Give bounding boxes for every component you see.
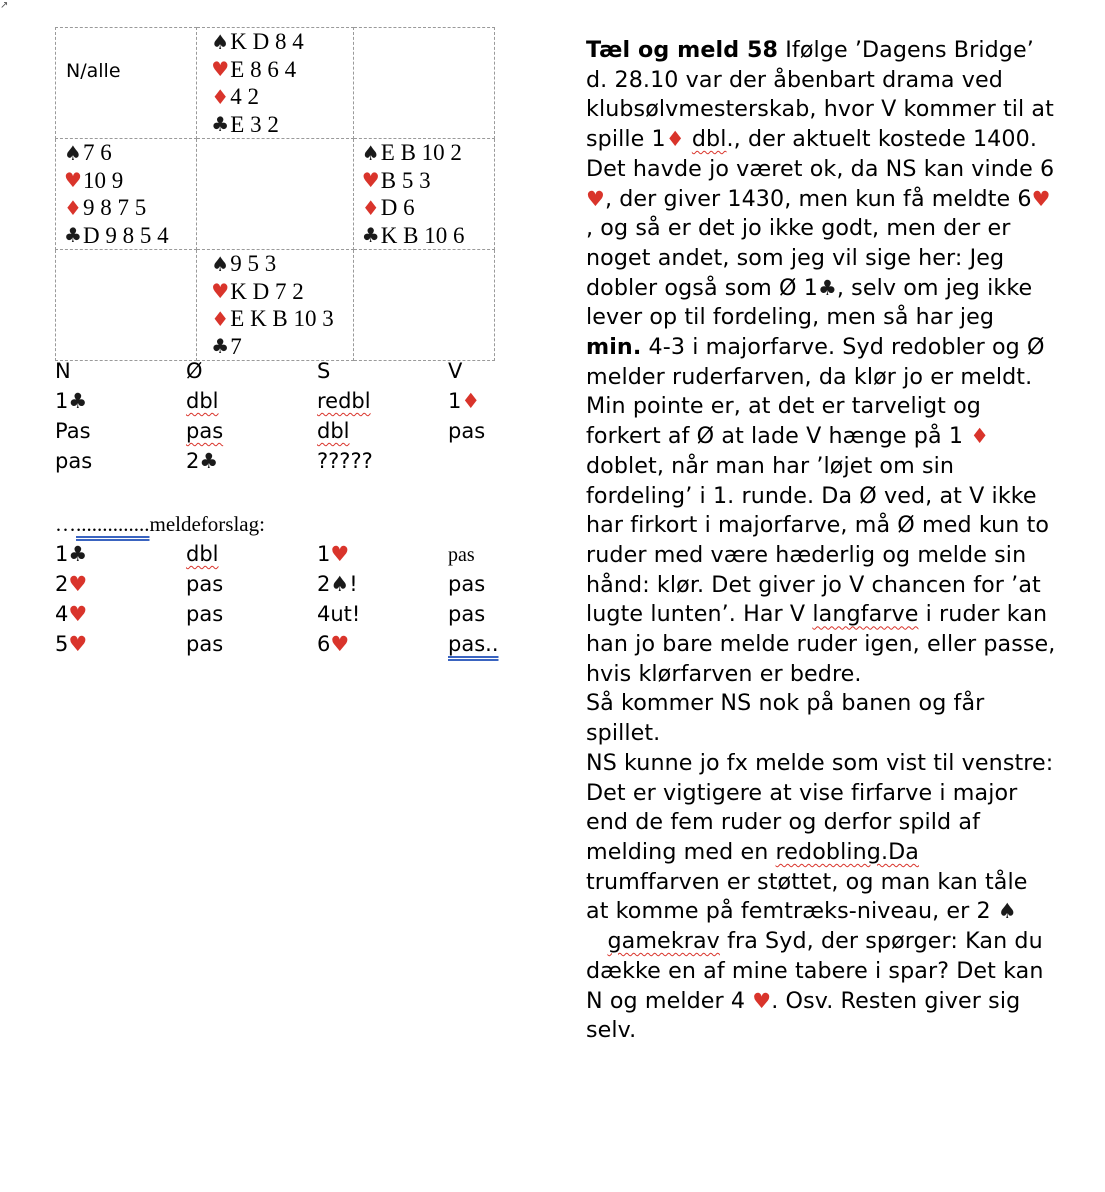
text: . Osv. Resten giver sig selv. <box>586 987 1021 1044</box>
diamond-icon: ♦ <box>665 127 685 152</box>
proposal-row <box>55 539 528 569</box>
spellcheck-word[interactable]: gamekrav <box>607 928 720 955</box>
west-clubs <box>63 222 196 250</box>
proposal-row <box>55 569 528 599</box>
text: ., der aktuelt kostede 1400. Det havde jo været ok, da NS kan vinde 6 <box>586 126 1055 182</box>
spellcheck-word[interactable]: dbl <box>691 126 727 153</box>
heart-icon: ♥ <box>330 542 350 566</box>
heart-icon: ♥ <box>68 632 88 656</box>
auction-bid <box>186 389 317 413</box>
proposal-row <box>55 599 528 629</box>
proposal-title <box>55 512 265 537</box>
diamond-icon: ♦ <box>64 195 82 220</box>
south-diamonds <box>210 305 353 333</box>
corner-resize-icon: ↗ <box>0 0 9 11</box>
proposal-bid <box>186 542 317 566</box>
text: , og så er det jo ikke godt, men der er noget andet, som jeg vil sige her: Jeg dobler også som Ø 1 <box>586 215 1011 301</box>
cards: B 5 3 <box>380 167 431 193</box>
auction-header-row <box>55 356 528 386</box>
bid-text: 5 <box>55 632 69 656</box>
proposal-bid <box>448 542 528 567</box>
text: 4-3 i majorfarve. Syd redobler og Ø melder ruderfarven, da klør jo er meldt. Min pointe er, at det er tarveligt og forkert af Ø at lade V hænge på 1 <box>586 334 1045 450</box>
bid-text: pas <box>186 632 224 656</box>
east-spades <box>361 139 494 167</box>
east-clubs <box>361 222 494 250</box>
south-hand <box>197 250 353 360</box>
cards: E 8 6 4 <box>230 56 297 82</box>
south-hearts <box>210 278 353 306</box>
west-hand <box>56 139 196 249</box>
bid-text: 2 <box>55 572 69 596</box>
cards: 9 5 3 <box>230 251 277 276</box>
proposal-bid <box>186 632 317 656</box>
deal-info-cell <box>56 28 197 139</box>
auction-row <box>55 446 528 476</box>
east-hand-cell <box>353 139 494 250</box>
north-hand <box>197 28 353 138</box>
auction-bid <box>186 449 317 473</box>
bid-text: pas <box>448 543 475 566</box>
south-spades <box>210 250 353 278</box>
text: i ruder kan han jo bare melde ruder igen, eller passe, hvis klørfarven er bedre. <box>586 601 1056 687</box>
bid-text[interactable]: redbl <box>317 389 371 413</box>
bid-text: Pas <box>55 419 91 443</box>
text: doblet, når man har ’løjet om sin fordeling’ i 1. runde. Da Ø ved, at V ikke har firkort i majorfarve, må Ø med kun to ruder med være hæderlig og melde sin hånd: klør. Det giver jo V chancen for ’at lugte lunten’. Har V <box>586 452 1050 628</box>
bid-text: pas <box>448 572 486 596</box>
heart-icon: ♥ <box>211 57 230 82</box>
heart-icon: ♥ <box>64 168 82 193</box>
north-hand-cell <box>197 28 354 139</box>
cards: 9 8 7 5 <box>83 195 147 220</box>
bid-text: pas <box>448 602 486 626</box>
proposal-row <box>55 629 528 659</box>
diamond-icon: ♦ <box>461 389 481 413</box>
bid-text: 4ut! <box>317 602 361 626</box>
west-diamonds <box>63 194 196 222</box>
heart-icon: ♥ <box>211 279 230 304</box>
club-icon: ♣ <box>817 275 837 300</box>
auction-bid <box>317 419 448 443</box>
bid-suffix: ! <box>349 572 358 596</box>
proposal-bid <box>317 602 448 626</box>
proposal-title-text: meldeforslag: <box>149 512 265 536</box>
empty-cell <box>56 250 197 361</box>
spade-icon: ♠ <box>211 29 230 54</box>
text: Ifølge ’Dagens Bridge’ d. 28.10 var der åbenbart drama ved klubsølvmesterskab, hvor V kommer til at spille 1 <box>586 37 1054 153</box>
proposal-bid <box>448 572 528 596</box>
cards: D 6 <box>380 195 415 220</box>
text: , der giver 1430, men kun få meldte 6 <box>604 185 1032 212</box>
dealer-vulnerability: N/alle <box>66 60 121 82</box>
header-east: Ø <box>186 359 203 383</box>
spellcheck-word[interactable]: redobling.Da <box>775 838 919 865</box>
spellcheck-word[interactable]: langfarve <box>812 601 919 628</box>
club-icon: ♣ <box>199 449 219 473</box>
proposal-dots: … <box>55 512 76 536</box>
heart-icon: ♥ <box>361 168 380 193</box>
spade-icon: ♠ <box>997 899 1017 924</box>
proposal-bid <box>186 572 317 596</box>
auction-bid <box>317 389 448 413</box>
club-icon: ♣ <box>68 542 88 566</box>
diamond-icon: ♦ <box>361 195 380 220</box>
south-hand-cell <box>197 250 354 361</box>
cards: K D 7 2 <box>230 278 304 304</box>
text: NS kunne jo fx melde som vist til venstre: Det er vigtigere at vise firfarve i major end de fem ruder og derfor spild af melding med en <box>586 749 1054 865</box>
table-center-cell <box>197 139 354 250</box>
west-hand-cell <box>56 139 197 250</box>
bid-text: pas <box>448 419 486 443</box>
cards: 7 6 <box>83 140 112 165</box>
club-icon: ♣ <box>68 389 88 413</box>
cards: 10 9 <box>83 167 124 193</box>
cards: E B 10 2 <box>380 140 462 165</box>
proposal-bid <box>317 572 448 596</box>
heart-icon: ♥ <box>68 572 88 596</box>
heart-icon: ♥ <box>586 186 605 211</box>
empty-cell <box>353 250 494 361</box>
bid-text: 1 <box>55 389 69 413</box>
proposal-bid <box>186 602 317 626</box>
cards: K B 10 6 <box>380 222 465 248</box>
bid-text[interactable]: dbl <box>317 419 350 443</box>
bid-text: ????? <box>317 449 373 473</box>
club-icon: ♣ <box>211 112 230 137</box>
header-south: S <box>317 359 331 383</box>
auction-bid <box>55 389 186 413</box>
auction-row <box>55 386 528 416</box>
diamond-icon: ♦ <box>211 306 230 331</box>
bid-text: 4 <box>55 602 69 626</box>
article-title: Tæl og meld 58 <box>586 37 779 63</box>
club-icon: ♣ <box>361 223 380 248</box>
text: , selv om jeg ikke lever op til fordeling, men så har jeg <box>586 274 1033 331</box>
bid-text[interactable]: dbl <box>186 542 219 566</box>
bid-text: pas.. <box>448 632 499 656</box>
cards: D 9 8 5 4 <box>83 222 169 248</box>
auction-bid <box>186 419 317 443</box>
auction-bid <box>55 419 186 443</box>
bid-text: 1 <box>55 542 69 566</box>
spade-icon: ♠ <box>330 572 350 596</box>
proposal-dots-underlined: .............. <box>76 512 150 536</box>
bold-text: min. <box>586 334 642 361</box>
club-icon: ♣ <box>64 223 82 248</box>
bid-text: 2 <box>317 572 331 596</box>
heart-icon: ♥ <box>1031 186 1051 211</box>
bid-text: 1 <box>317 542 331 566</box>
east-hand <box>354 139 494 249</box>
north-diamonds <box>210 83 353 111</box>
diamond-icon: ♦ <box>970 424 990 449</box>
diamond-icon: ♦ <box>211 84 230 109</box>
auction-bid <box>448 419 528 443</box>
proposal-bid <box>317 632 448 656</box>
east-diamonds <box>361 194 494 222</box>
north-clubs <box>210 111 353 139</box>
cards: 4 2 <box>230 84 260 109</box>
proposal-bid <box>55 572 186 596</box>
spade-icon: ♠ <box>64 140 82 165</box>
bid-text[interactable]: pas <box>186 419 224 443</box>
article-body <box>586 36 1056 1046</box>
auction-row <box>55 416 528 446</box>
bid-text: 1 <box>448 389 462 413</box>
auction-table <box>55 356 528 476</box>
spade-icon: ♠ <box>211 251 230 276</box>
header-north: N <box>55 359 71 383</box>
header-west: V <box>448 359 463 383</box>
north-spades <box>210 28 353 56</box>
heart-icon: ♥ <box>752 988 772 1013</box>
paragraph: Så kommer NS nok på banen og får spillet. <box>586 690 985 747</box>
auction-bid <box>55 449 186 473</box>
north-hearts <box>210 56 353 84</box>
proposal-bid <box>317 542 448 566</box>
east-hearts <box>361 167 494 195</box>
west-spades <box>63 139 196 167</box>
auction-bid <box>448 389 528 413</box>
cards: 7 <box>230 333 242 359</box>
bid-text: 2 <box>186 449 200 473</box>
cards: E 3 2 <box>230 111 279 137</box>
west-hearts <box>63 167 196 195</box>
text: trumffarven er støttet, og man kan tåle at komme på femtræks-niveau, er 2 <box>586 868 1028 925</box>
club-icon: ♣ <box>211 334 230 359</box>
proposal-table <box>55 539 528 659</box>
proposal-bid <box>55 542 186 566</box>
proposal-bid <box>55 602 186 626</box>
bid-text[interactable]: dbl <box>186 389 219 413</box>
bid-text: 6 <box>317 632 331 656</box>
empty-cell <box>353 28 494 139</box>
heart-icon: ♥ <box>68 602 88 626</box>
cards: K D 8 4 <box>230 29 304 54</box>
proposal-bid <box>448 632 528 656</box>
spade-icon: ♠ <box>361 140 380 165</box>
auction-bid <box>317 449 448 473</box>
bid-text: pas <box>55 449 93 473</box>
bid-text: pas <box>186 602 224 626</box>
deal-diagram <box>55 27 495 361</box>
proposal-bid <box>55 632 186 656</box>
cards: E K B 10 3 <box>230 306 334 331</box>
bid-text: pas <box>186 572 224 596</box>
proposal-bid <box>448 602 528 626</box>
heart-icon: ♥ <box>330 632 350 656</box>
text: fra Syd, der spørger: Kan du dække en af mine tabere i spar? Det kan N og melder 4 <box>586 928 1044 1014</box>
